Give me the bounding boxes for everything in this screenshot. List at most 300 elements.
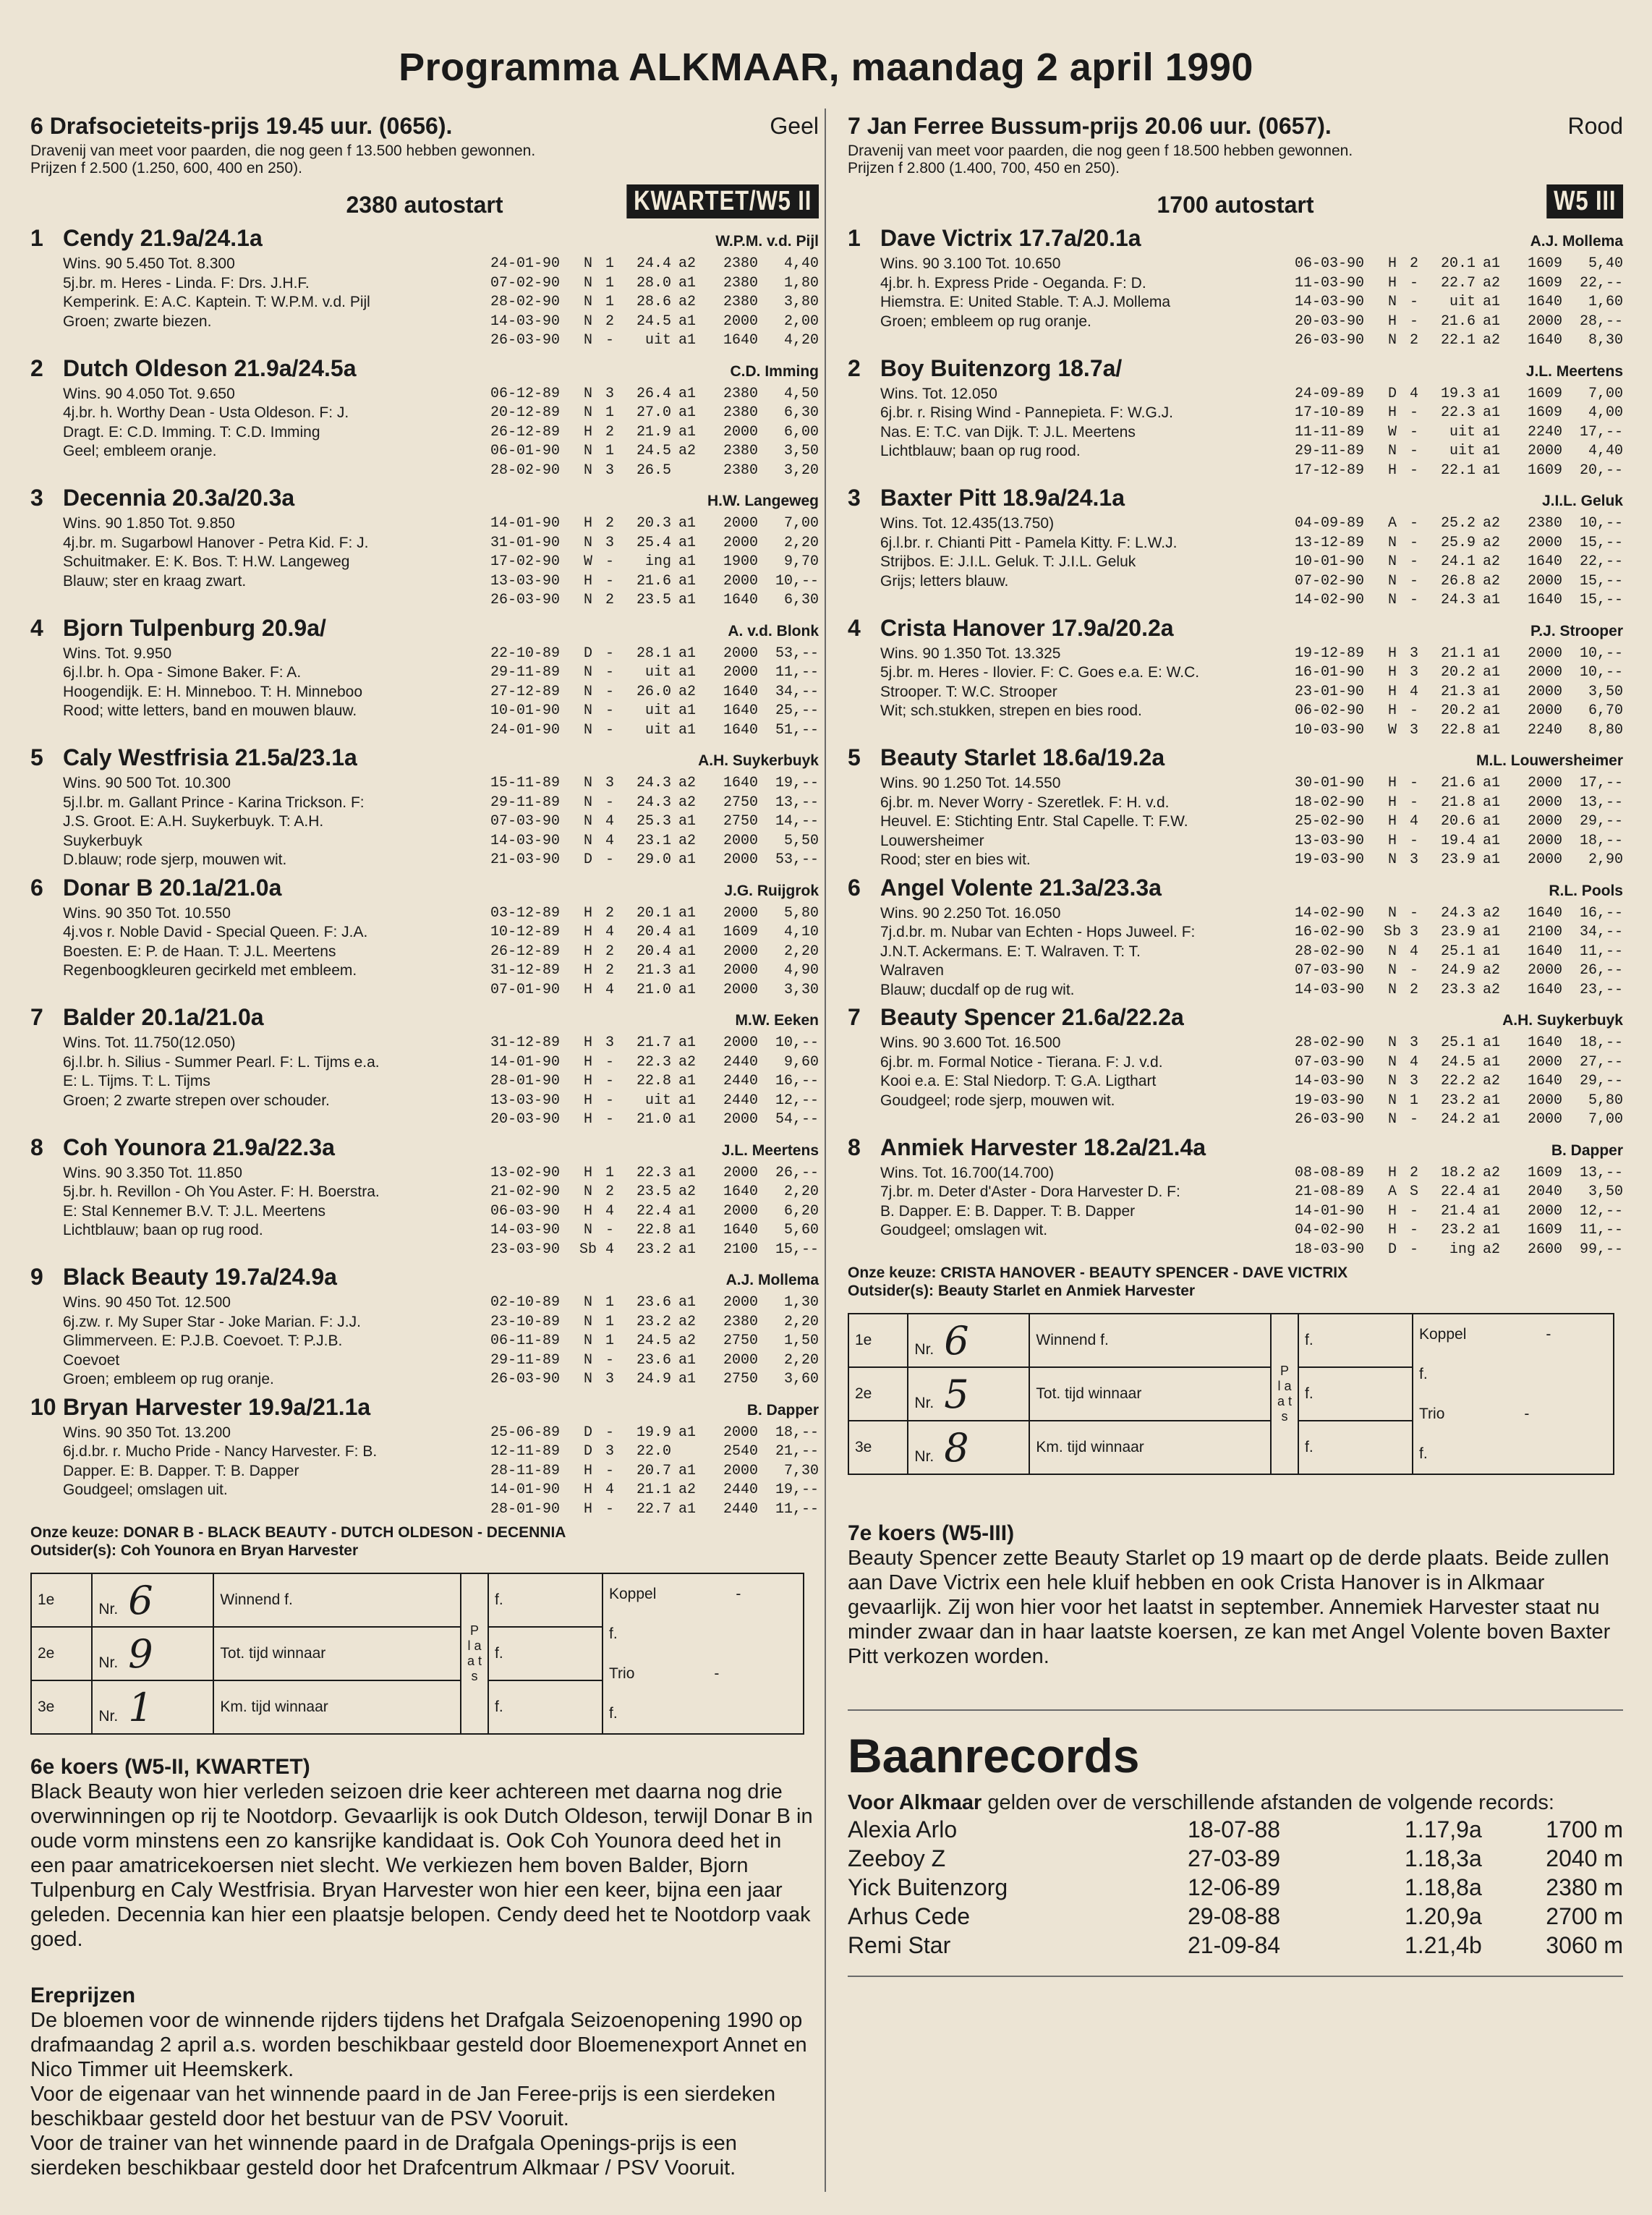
horse-name: Anmiek Harvester 18.2a/21.4a	[880, 1134, 1206, 1160]
horse-description-line: Wit; sch.stukken, strepen en bies rood.	[880, 702, 1142, 719]
form-cell: a1	[1482, 775, 1500, 791]
form-cell: a1	[678, 702, 696, 719]
horse-description-line: Wins. 90 350 Tot. 13.200	[63, 1424, 231, 1441]
horse-body	[848, 255, 1623, 351]
form-cell: 2000	[723, 423, 758, 441]
form-cell: 16-02-90	[1295, 924, 1365, 940]
form-cell: 24-01-90	[490, 721, 561, 739]
horse-form-stats	[490, 385, 819, 481]
form-cell: H	[1387, 313, 1397, 330]
form-cell: a2	[1482, 553, 1500, 570]
horse-header	[848, 1134, 1623, 1164]
form-cell: 2600	[1527, 1241, 1562, 1258]
form-cell: 7,00	[1588, 385, 1623, 402]
form-row	[490, 943, 819, 962]
form-cell: 21.6	[1440, 775, 1476, 791]
form-row	[490, 1034, 819, 1053]
baanrecords-intro-bold: Voor Alkmaar	[848, 1791, 982, 1814]
form-cell: 11-11-89	[1295, 423, 1365, 441]
form-cell: a1	[678, 423, 696, 441]
form-cell: 23.5	[636, 592, 671, 608]
horse-entry	[30, 615, 819, 741]
form-cell: a1	[1482, 1111, 1500, 1128]
horse-description	[848, 904, 1295, 1000]
form-cell: 07-01-90	[490, 981, 561, 998]
form-cell: 06-12-89	[490, 385, 561, 402]
form-row	[490, 1241, 819, 1260]
form-cell: N	[583, 274, 592, 292]
form-row	[1295, 1202, 1623, 1222]
form-row	[490, 442, 819, 462]
form-cell: 2000	[1527, 1111, 1562, 1128]
form-cell: 31-12-89	[490, 1034, 561, 1051]
form-cell: 21.1	[636, 1481, 671, 1498]
form-cell: -	[1409, 294, 1418, 310]
race-7-prizes: Prijzen f 2.800 (1.400, 700, 450 en 250).	[848, 160, 1120, 177]
form-cell: a1	[1482, 721, 1500, 739]
form-cell: 21-08-89	[1295, 1183, 1365, 1200]
horse-description-line: Hiemstra. E: United Stable. T: A.J. Mollema	[880, 294, 1171, 310]
horse-description-line: J.S. Groot. E: A.H. Suykerbuyk. T: A.H.	[63, 813, 324, 830]
form-cell: a1	[1482, 683, 1500, 700]
form-cell: 2	[1409, 332, 1418, 349]
horse-entry	[30, 225, 819, 351]
form-cell: 26.4	[636, 385, 671, 402]
result-f-line	[609, 1614, 797, 1654]
section-divider	[848, 1709, 1623, 1711]
form-row	[1295, 923, 1623, 943]
form-cell: 25.4	[636, 534, 671, 551]
form-cell: 3	[1409, 664, 1418, 681]
form-cell: 12,--	[775, 1092, 819, 1109]
form-row	[490, 1332, 819, 1351]
horse-entry	[30, 744, 819, 870]
record-row	[848, 1902, 1623, 1931]
form-cell: 29.0	[636, 851, 671, 868]
form-cell: 19-03-90	[1295, 851, 1365, 868]
form-row	[1295, 683, 1623, 702]
form-cell: 2000	[723, 832, 758, 849]
form-cell: N	[583, 775, 592, 791]
form-cell: 1609	[1527, 1164, 1562, 1181]
form-cell: 1640	[1527, 294, 1562, 310]
horse-description	[848, 1164, 1295, 1260]
race-6-color: Geel	[770, 113, 819, 139]
form-cell: 3	[1409, 1034, 1418, 1051]
form-cell: 04-02-90	[1295, 1222, 1365, 1238]
horse-description-line: Wins. Tot. 12.435(13.750)	[880, 515, 1055, 532]
form-cell: a1	[1482, 1034, 1500, 1051]
form-row	[490, 572, 819, 592]
form-cell: 4,50	[783, 385, 819, 402]
record-cell: 29-08-88	[1188, 1903, 1281, 1929]
horse-name: Donar B 20.1a/21.0a	[63, 874, 282, 901]
horse-description-line: Geel; embleem oranje.	[63, 443, 217, 459]
horse-description	[848, 1034, 1295, 1130]
form-cell: 31-01-90	[490, 534, 561, 551]
form-cell: 28-02-90	[490, 462, 561, 479]
race-7-name: 7 Jan Ferree Bussum-prijs 20.06 uur. (0657).	[848, 113, 1332, 139]
form-cell: 19.9	[636, 1424, 671, 1441]
horse-description-line: 4j.vos r. Noble David - Special Queen. F: J.A.	[63, 924, 368, 940]
horse-number: 8	[848, 1134, 861, 1160]
horse-description	[30, 1293, 490, 1390]
form-cell: N	[583, 255, 592, 272]
horse-form-stats	[1295, 255, 1623, 351]
form-cell: H	[1387, 775, 1397, 791]
form-cell: 12,--	[1579, 1202, 1623, 1220]
form-cell: 2,20	[783, 943, 819, 960]
form-cell: H	[583, 943, 592, 960]
horse-owner: A.J. Mollema	[725, 1272, 819, 1288]
form-cell: 2000	[723, 1202, 758, 1220]
form-cell: 24.5	[636, 443, 671, 459]
form-cell: a1	[1482, 645, 1500, 662]
form-cell: 06-01-90	[490, 443, 561, 459]
horse-description-line: Kemperink. E: A.C. Kaptein. T: W.P.M. v.d. Pijl	[63, 294, 370, 310]
horse-entry	[30, 1004, 819, 1130]
horse-description-line: Wins. 90 450 Tot. 12.500	[63, 1294, 231, 1311]
result-trio-line	[609, 1654, 797, 1693]
form-cell: -	[1409, 1222, 1418, 1238]
form-cell: 2,00	[783, 313, 819, 330]
form-cell: 1	[605, 255, 614, 272]
horse-description-line: 7j.d.br. m. Nubar van Echten - Hops Juweel. F:	[880, 924, 1196, 940]
form-cell: 14-03-90	[1295, 981, 1365, 998]
form-cell: a2	[678, 1183, 696, 1200]
form-cell: 7,00	[783, 515, 819, 532]
race-7-badge: W5 III	[1546, 184, 1623, 218]
form-cell: 9,60	[783, 1053, 819, 1071]
form-cell: 17-12-89	[1295, 462, 1365, 479]
form-cell: ing	[644, 553, 671, 570]
form-cell: 2000	[1527, 794, 1562, 811]
form-cell: 2	[605, 904, 614, 922]
horse-description	[30, 385, 490, 481]
form-cell: 2440	[723, 1092, 758, 1109]
horse-entry	[848, 744, 1623, 870]
form-cell: 23.3	[1440, 981, 1476, 998]
form-cell: 2000	[1527, 683, 1562, 700]
ereprijzen-p1: De bloemen voor de winnende rijders tijdens het Drafgala Seizoenopening 1990 op drafmaandag 2 april a.s. worden beschikbaar gesteld door Bloemenexport Annet en Nico Timmer uit Heemskerk.	[30, 2009, 807, 2081]
horse-description-line: Heuvel. E: Stichting Entr. Stal Capelle. T: F.W.	[880, 813, 1188, 830]
form-cell: 3	[605, 534, 614, 551]
form-cell: 10,--	[1579, 645, 1623, 662]
form-cell: 23.9	[1440, 851, 1476, 868]
horse-description-line: Walraven	[880, 962, 944, 979]
form-cell: 18,--	[1579, 832, 1623, 849]
form-cell: 3,50	[783, 443, 819, 459]
horse-name: Balder 20.1a/21.0a	[63, 1004, 264, 1030]
horse-description-line: Goudgeel; omslagen uit.	[63, 1481, 228, 1498]
result-number-cell	[908, 1421, 1029, 1474]
result-dash: -	[1546, 1326, 1551, 1343]
form-row	[1295, 981, 1623, 1000]
form-row	[490, 1164, 819, 1183]
form-cell: 21.9	[636, 423, 671, 441]
form-cell: 1	[605, 274, 614, 292]
form-cell: 3,50	[1588, 683, 1623, 700]
record-row	[848, 1931, 1623, 1960]
horse-owner: A.H. Suykerbuyk	[698, 752, 819, 769]
form-cell: 26-03-90	[1295, 332, 1365, 349]
form-cell: uit	[644, 702, 671, 719]
form-cell: a1	[678, 534, 696, 551]
horse-description-line: Schuitmaker. E: K. Bos. T: H.W. Langeweg	[63, 553, 350, 570]
form-cell: 1640	[723, 721, 758, 739]
form-cell: 10,--	[1579, 664, 1623, 681]
handwritten-number: 1	[128, 1684, 153, 1730]
result-place: 3e	[848, 1421, 908, 1474]
form-row	[1295, 423, 1623, 443]
form-row	[1295, 1221, 1623, 1241]
form-cell: 2000	[723, 534, 758, 551]
horse-body	[848, 1164, 1623, 1260]
horse-entry	[30, 875, 819, 1000]
result-f: f.	[1298, 1421, 1413, 1474]
form-cell: H	[1387, 664, 1397, 681]
result-f-label: f.	[609, 1625, 618, 1642]
form-cell: 10,--	[775, 1034, 819, 1051]
form-cell: 3	[605, 1371, 614, 1387]
horse-description-line: Groen; embleem op rug oranje.	[880, 313, 1091, 330]
form-cell: 18-03-90	[1295, 1241, 1365, 1258]
form-cell: 10-03-90	[1295, 721, 1365, 739]
form-cell: a1	[678, 981, 696, 998]
result-f-label: f.	[609, 1705, 618, 1722]
form-cell: 4	[605, 1241, 614, 1258]
form-cell: -	[605, 1222, 614, 1238]
form-cell: H	[1387, 1202, 1397, 1220]
horse-name: Bjorn Tulpenburg 20.9a/	[63, 614, 326, 641]
form-cell: 10-01-90	[1295, 553, 1365, 570]
form-cell: -	[605, 1092, 614, 1109]
form-row	[490, 812, 819, 832]
form-cell: 2	[605, 1183, 614, 1200]
horse-description-line: Wins. 90 5.450 Tot. 8.300	[63, 255, 235, 272]
form-cell: D	[583, 851, 592, 868]
result-koppel-label: Koppel	[1419, 1326, 1467, 1343]
form-cell: a1	[678, 962, 696, 979]
horse-form-stats	[490, 774, 819, 870]
form-cell: a1	[1482, 404, 1500, 421]
form-cell: a2	[678, 832, 696, 849]
form-cell: 2000	[1527, 1053, 1562, 1071]
form-cell: N	[583, 313, 592, 330]
form-cell: a1	[678, 1111, 696, 1128]
form-row	[490, 1370, 819, 1390]
form-cell: 34,--	[775, 683, 819, 700]
form-cell: -	[1409, 1202, 1418, 1220]
horse-name: Beauty Spencer 21.6a/22.2a	[880, 1004, 1184, 1030]
form-cell: 22.0	[636, 1443, 671, 1460]
horse-description-line: 4j.br. h. Express Pride - Oeganda. F: D.	[880, 274, 1146, 292]
form-cell: 24.4	[636, 255, 671, 272]
horse-entry	[848, 355, 1623, 481]
result-nr-label: Nr.	[98, 1707, 119, 1725]
form-row	[490, 1313, 819, 1332]
form-cell: -	[1409, 423, 1418, 441]
form-cell: 54,--	[775, 1111, 819, 1128]
form-cell: a2	[1482, 572, 1500, 590]
form-cell: 31-12-89	[490, 962, 561, 979]
form-cell: 24.3	[1440, 904, 1476, 922]
result-place: 1e	[848, 1314, 908, 1367]
horse-entry	[848, 225, 1623, 351]
form-cell: 2000	[723, 645, 758, 662]
record-cell: 2700 m	[1546, 1903, 1623, 1929]
form-row	[1295, 274, 1623, 294]
form-cell: 21-02-90	[490, 1183, 561, 1200]
form-cell: H	[583, 1164, 592, 1181]
form-cell: 1	[605, 294, 614, 310]
form-cell: H	[583, 1034, 592, 1051]
form-cell: 30-01-90	[1295, 775, 1365, 791]
form-cell: 20,--	[1579, 462, 1623, 479]
form-cell: H	[583, 1202, 592, 1220]
form-cell: 24.2	[1440, 1111, 1476, 1128]
horse-number: 2	[30, 354, 43, 381]
form-cell: 13-03-90	[490, 1092, 561, 1109]
form-cell: a2	[1482, 332, 1500, 349]
section-divider-bottom	[848, 1976, 1623, 1977]
form-cell: 22.7	[636, 1500, 671, 1518]
form-cell: 2000	[723, 1034, 758, 1051]
race-7-keuze: Onze keuze: CRISTA HANOVER - BEAUTY SPENCER - DAVE VICTRIX	[848, 1264, 1348, 1281]
horse-owner: J.L. Meertens	[1525, 362, 1623, 380]
horse-entry	[848, 1004, 1623, 1130]
result-f-label: f.	[1419, 1445, 1428, 1462]
form-cell: -	[1409, 404, 1418, 421]
horse-number: 7	[848, 1004, 861, 1030]
form-cell: 20.7	[636, 1462, 671, 1479]
horse-owner: H.W. Langeweg	[707, 493, 819, 509]
form-cell: 17,--	[1579, 423, 1623, 441]
form-row	[1295, 331, 1623, 351]
form-cell: 3	[605, 775, 614, 791]
form-cell	[671, 462, 703, 481]
result-number-cell	[92, 1680, 213, 1734]
form-cell: N	[1387, 332, 1397, 349]
form-cell: 26-03-90	[1295, 1111, 1365, 1128]
form-cell: 22.2	[1440, 1073, 1476, 1089]
form-cell: a1	[678, 904, 696, 922]
horse-number: 3	[848, 485, 861, 511]
form-cell: 3,20	[783, 462, 819, 479]
race-7-distance: 1700 autostart	[1157, 192, 1314, 218]
horse-body	[30, 1164, 819, 1260]
horse-description-line: Rood; witte letters, band en mouwen blauw.	[63, 702, 357, 719]
form-cell: 1609	[1527, 255, 1562, 272]
result-number-cell	[92, 1627, 213, 1680]
form-cell: 21.7	[636, 1034, 671, 1051]
form-cell: N	[1387, 534, 1397, 551]
form-cell: 19,--	[775, 1481, 819, 1498]
horse-description-line: Coevoet	[63, 1351, 120, 1369]
form-cell: 14-03-90	[490, 313, 561, 330]
form-cell: N	[583, 404, 592, 421]
form-cell: 25-02-90	[1295, 813, 1365, 830]
form-cell: 23.2	[1440, 1092, 1476, 1109]
form-cell: S	[1409, 1183, 1418, 1200]
result-f-line	[1419, 1434, 1607, 1474]
horse-number: 6	[30, 874, 43, 901]
form-cell: 25-06-89	[490, 1424, 561, 1441]
horse-entry	[848, 615, 1623, 741]
form-cell: 23-10-89	[490, 1313, 561, 1330]
result-nr-label: Nr.	[914, 1340, 934, 1358]
form-cell: 23.2	[636, 1313, 671, 1330]
form-cell: 21.6	[636, 572, 671, 590]
horse-number: 6	[848, 874, 861, 901]
form-cell: N	[1387, 943, 1397, 960]
horse-number: 5	[848, 744, 861, 770]
form-cell: 15-11-89	[490, 775, 561, 791]
form-cell: 17,--	[1579, 775, 1623, 791]
form-cell: 2000	[1527, 313, 1562, 330]
form-row	[1295, 1183, 1623, 1202]
form-cell: -	[1409, 534, 1418, 551]
form-cell: 21.4	[1440, 1202, 1476, 1220]
form-cell: 1609	[1527, 274, 1562, 292]
record-cell: Alexia Arlo	[848, 1816, 958, 1842]
horse-entry	[30, 1134, 819, 1260]
form-cell: a1	[678, 274, 696, 292]
form-cell: 07-03-90	[490, 813, 561, 830]
form-cell: 1609	[723, 924, 758, 940]
record-cell: 1.18,8a	[1405, 1874, 1482, 1900]
horse-body	[848, 774, 1623, 870]
form-cell: 24.5	[1440, 1053, 1476, 1071]
horse-header	[848, 615, 1623, 645]
form-cell: 2	[1409, 1164, 1418, 1181]
form-cell: H	[583, 1053, 592, 1071]
record-row	[848, 1844, 1623, 1873]
form-cell: 4,90	[783, 962, 819, 979]
form-cell: 28.6	[636, 294, 671, 310]
form-cell: N	[583, 1183, 592, 1200]
horse-description-line: Dragt. E: C.D. Imming. T: C.D. Imming	[63, 423, 320, 441]
form-cell: 2380	[723, 1313, 758, 1330]
form-cell: a1	[678, 1462, 696, 1479]
form-cell: uit	[644, 1092, 671, 1109]
record-cell: 1.17,9a	[1405, 1816, 1482, 1842]
form-cell: 1	[605, 1332, 614, 1349]
horse-owner: W.P.M. v.d. Pijl	[715, 233, 819, 250]
horse-number: 3	[30, 485, 43, 511]
horse-header	[30, 1134, 819, 1164]
form-row	[490, 1072, 819, 1092]
form-cell: 24.9	[1440, 962, 1476, 979]
form-row	[1295, 904, 1623, 924]
horse-header	[30, 225, 819, 255]
form-cell: 2380	[723, 404, 758, 421]
horse-description-line: D.blauw; rode sjerp, mouwen wit.	[63, 851, 287, 868]
result-table	[848, 1313, 1614, 1475]
horse-body	[848, 385, 1623, 481]
form-cell: D	[1387, 385, 1397, 402]
form-cell: 1	[605, 1164, 614, 1181]
horse-header	[30, 1394, 819, 1424]
form-cell: a1	[1482, 1092, 1500, 1109]
form-cell: 20.4	[636, 943, 671, 960]
form-cell: 2380	[723, 462, 758, 479]
horse-description-line: Goudgeel; rode sjerp, mouwen wit.	[880, 1092, 1115, 1109]
form-cell: 3,80	[783, 294, 819, 310]
form-cell: 2	[605, 515, 614, 532]
horse-description-line: Glimmerveen. E: P.J.B. Coevoet. T: P.J.B.	[63, 1332, 343, 1349]
form-cell: 26-03-90	[490, 332, 561, 349]
